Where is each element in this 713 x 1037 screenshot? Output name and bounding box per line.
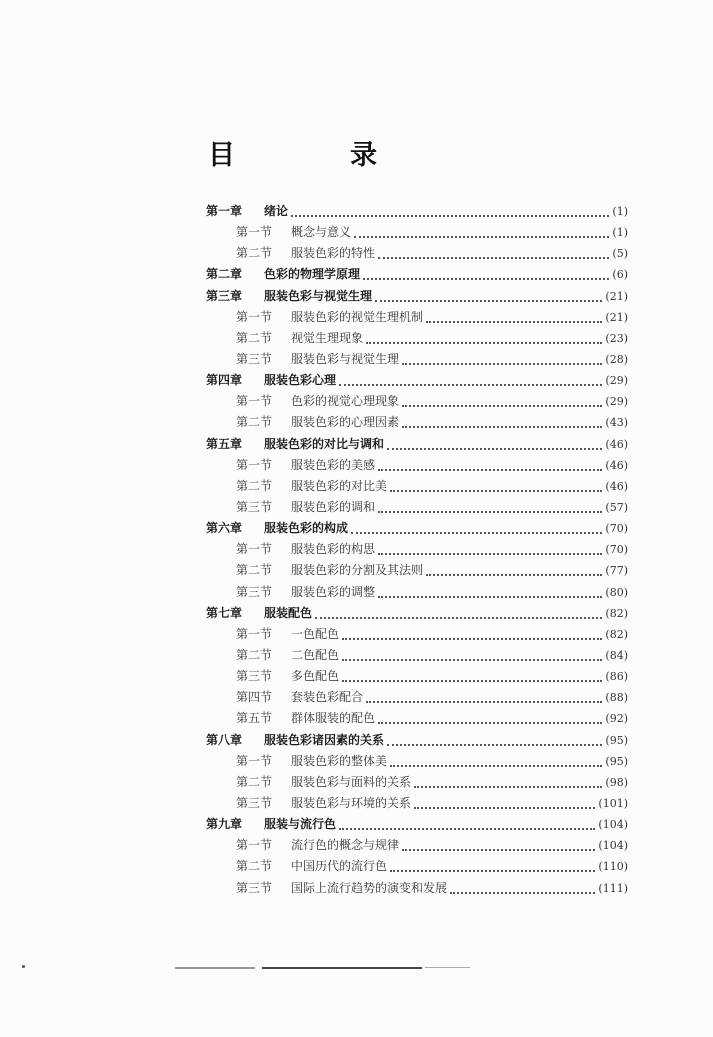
- toc-section-entry: [206, 329, 628, 350]
- toc-entry-number: 第一节: [236, 309, 273, 324]
- dot-leader: [375, 299, 602, 302]
- toc-entry-page: (57): [605, 500, 628, 514]
- dot-leader: [387, 743, 602, 746]
- toc-entry-title: 服装色彩与环境的关系: [291, 795, 412, 810]
- toc-entry-number: 第一节: [236, 542, 273, 557]
- dot-leader: [426, 320, 602, 323]
- toc-entry-page: (88): [605, 691, 628, 705]
- toc-entry-title: 服装色彩的特性: [291, 246, 376, 261]
- toc-entry-page: (21): [605, 289, 628, 303]
- toc-entry-title: 套装色彩配合: [291, 690, 364, 705]
- dot-leader: [351, 531, 602, 534]
- toc-entry-number: 第九章: [206, 817, 243, 832]
- toc-entry-title: 服装色彩心理: [264, 373, 337, 388]
- toc-entry-title: 多色配色: [291, 669, 340, 684]
- toc-entry-page: (84): [605, 648, 628, 662]
- dot-leader: [402, 425, 602, 428]
- scan-rule: [262, 967, 422, 969]
- toc-section-entry: [206, 244, 628, 265]
- toc-entry-page: (86): [605, 670, 628, 684]
- toc-entry-page: (92): [605, 712, 628, 726]
- toc-entry-number: 第二节: [236, 647, 273, 662]
- toc-entry-page: (82): [605, 606, 628, 620]
- toc-entry-number: 第一节: [236, 838, 273, 853]
- dot-leader: [363, 277, 609, 280]
- toc-entry-number: 第一节: [236, 457, 273, 472]
- toc-entry-page: (101): [598, 796, 628, 810]
- toc-entry-page: (1): [612, 205, 628, 218]
- dot-leader: [402, 404, 602, 407]
- toc-entry-page: (80): [605, 585, 628, 599]
- toc-entry-page: (70): [605, 522, 628, 536]
- toc-entry-number: 第三节: [236, 499, 273, 514]
- dot-leader: [378, 552, 602, 555]
- toc-entry-page: (6): [612, 268, 628, 282]
- toc-entry-title: 服装色彩的构思: [291, 542, 376, 557]
- toc-entry-number: 第三节: [236, 351, 273, 366]
- page-title: 目 录: [208, 140, 421, 171]
- toc-entry-number: 第二节: [236, 415, 273, 430]
- dot-leader: [291, 214, 609, 217]
- toc-entry-page: (95): [605, 733, 628, 747]
- toc-entry-page: (98): [605, 775, 628, 789]
- toc-entry-page: (70): [605, 543, 628, 557]
- toc-entry-title: 服装配色: [264, 605, 313, 620]
- toc-entry-number: 第三节: [236, 584, 273, 599]
- toc-section-entry: [206, 688, 628, 709]
- dot-leader: [339, 383, 602, 386]
- toc-section-entry: [206, 477, 628, 498]
- toc-entry-number: 第三节: [236, 795, 273, 810]
- toc-chapter-entry: [206, 265, 628, 286]
- dot-leader: [390, 869, 595, 872]
- toc-section-entry: [206, 498, 628, 519]
- dot-leader: [378, 256, 609, 259]
- toc-entry-title: 服装色彩的心理因素: [291, 415, 400, 430]
- toc-entry-page: (77): [605, 564, 628, 578]
- dot-leader: [342, 658, 602, 661]
- toc-chapter-entry: [206, 731, 628, 752]
- toc-section-entry: [206, 625, 628, 646]
- toc-section-entry: [206, 857, 628, 878]
- toc-entry-title: 服装色彩的整体美: [291, 753, 388, 768]
- toc-section-entry: [206, 223, 628, 244]
- toc-section-entry: [206, 879, 628, 900]
- dot-leader: [378, 510, 602, 513]
- toc-chapter-entry: [206, 815, 628, 836]
- toc-section-entry: [206, 794, 628, 815]
- toc-entry-title: 服装色彩的对比美: [291, 478, 388, 493]
- toc-entry-title: 一色配色: [291, 626, 340, 641]
- toc-entry-page: (5): [612, 247, 628, 261]
- toc-entry-number: 第五章: [206, 436, 243, 451]
- dot-leader: [378, 595, 602, 598]
- toc-section-entry: [206, 456, 628, 477]
- toc-chapter-entry: [206, 202, 628, 223]
- toc-entry-title: 国际上流行趋势的演变和发展: [291, 880, 448, 895]
- toc-section-entry: [206, 561, 628, 582]
- toc-entry-page: (1): [612, 226, 628, 240]
- toc-entry-title: 服装色彩与视觉生理: [264, 288, 373, 303]
- dot-leader: [390, 489, 602, 492]
- toc-entry-page: (46): [605, 437, 628, 451]
- toc-entry-title: 色彩的视觉心理现象: [291, 394, 400, 409]
- toc-entry-number: 第二章: [206, 267, 243, 282]
- toc-entry-number: 第一节: [236, 394, 273, 409]
- dot-leader: [342, 679, 602, 682]
- toc-entry-page: (104): [598, 818, 628, 832]
- toc-chapter-entry: [206, 287, 628, 308]
- dot-leader: [414, 806, 595, 809]
- scan-speck: [22, 965, 25, 968]
- toc-entry-number: 第六章: [206, 521, 243, 536]
- toc-entry-page: (21): [605, 310, 628, 324]
- toc-entry-title: 色彩的物理学原理: [264, 267, 361, 282]
- toc-section-entry: [206, 709, 628, 730]
- toc-entry-number: 第七章: [206, 605, 243, 620]
- toc-entry-title: 服装色彩的对比与调和: [264, 436, 385, 451]
- toc-entry-title: 服装色彩与面料的关系: [291, 774, 412, 789]
- toc-section-entry: [206, 350, 628, 371]
- toc-chapter-entry: [206, 604, 628, 625]
- toc-entry-number: 第四节: [236, 690, 273, 705]
- toc-section-entry: [206, 583, 628, 604]
- toc-entry-title: 流行色的概念与规律: [291, 838, 400, 853]
- toc-entry-title: 服装色彩的调整: [291, 584, 376, 599]
- toc-chapter-entry: [206, 519, 628, 540]
- dot-leader: [354, 235, 609, 238]
- dot-leader: [378, 721, 602, 724]
- toc-entry-number: 第一节: [236, 225, 273, 240]
- toc-entry-title: 服装色彩的美感: [291, 457, 376, 472]
- scan-rule: [175, 967, 255, 969]
- toc-entry-page: (111): [598, 881, 628, 895]
- toc-entry-title: 服装色彩的构成: [264, 521, 349, 536]
- toc-entry-title: 服装色彩的分割及其法则: [291, 563, 424, 578]
- toc-entry-title: 绪论: [264, 204, 289, 218]
- dot-leader: [342, 637, 602, 640]
- toc-entry-page: (95): [605, 754, 628, 768]
- toc-entry-number: 第二节: [236, 774, 273, 789]
- dot-leader: [426, 573, 602, 576]
- dot-leader: [366, 341, 602, 344]
- dot-leader: [402, 362, 602, 365]
- toc-entry-title: 视觉生理现象: [291, 330, 364, 345]
- toc-entry-title: 二色配色: [291, 647, 340, 662]
- toc-entry-number: 第二节: [236, 563, 273, 578]
- toc-entry-title: 服装色彩的调和: [291, 499, 376, 514]
- toc-section-entry: [206, 752, 628, 773]
- toc-entry-number: 第五节: [236, 711, 273, 726]
- toc-entry-page: (104): [598, 839, 628, 853]
- toc-section-entry: [206, 836, 628, 857]
- dot-leader: [390, 764, 602, 767]
- dot-leader: [402, 848, 595, 851]
- toc-entry-title: 概念与意义: [291, 225, 352, 240]
- toc-entry-number: 第八章: [206, 732, 243, 747]
- toc-entry-title: 群体服装的配色: [291, 711, 376, 726]
- toc-entry-page: (82): [605, 627, 628, 641]
- toc-entry-page: (46): [605, 458, 628, 472]
- toc-entry-title: 服装色彩诸因素的关系: [264, 732, 385, 747]
- toc-entry-title: 服装与流行色: [264, 817, 337, 832]
- table-of-contents: [206, 202, 628, 900]
- toc-entry-number: 第二节: [236, 246, 273, 261]
- toc-entry-page: (43): [605, 416, 628, 430]
- toc-section-entry: [206, 540, 628, 561]
- toc-section-entry: [206, 308, 628, 329]
- toc-entry-page: (23): [605, 331, 628, 345]
- toc-entry-number: 第二节: [236, 478, 273, 493]
- scan-rule: [425, 967, 470, 968]
- toc-entry-page: (28): [605, 352, 628, 366]
- toc-section-entry: [206, 646, 628, 667]
- toc-entry-page: (110): [598, 860, 628, 874]
- toc-entry-number: 第三章: [206, 288, 243, 303]
- toc-entry-title: 中国历代的流行色: [291, 859, 388, 874]
- toc-section-entry: [206, 667, 628, 688]
- dot-leader: [450, 891, 595, 894]
- toc-chapter-entry: [206, 371, 628, 392]
- toc-entry-page: (29): [605, 395, 628, 409]
- toc-entry-number: 第三节: [236, 880, 273, 895]
- toc-entry-page: (29): [605, 374, 628, 388]
- toc-entry-number: 第四章: [206, 373, 243, 388]
- dot-leader: [315, 616, 602, 619]
- toc-entry-number: 第二节: [236, 330, 273, 345]
- dot-leader: [414, 785, 602, 788]
- toc-entry-number: 第一章: [206, 204, 243, 218]
- toc-section-entry: [206, 392, 628, 413]
- toc-entry-page: (46): [605, 479, 628, 493]
- toc-entry-number: 第三节: [236, 669, 273, 684]
- dot-leader: [378, 468, 602, 471]
- toc-entry-number: 第二节: [236, 859, 273, 874]
- toc-chapter-entry: [206, 435, 628, 456]
- toc-entry-title: 服装色彩的视觉生理机制: [291, 309, 424, 324]
- dot-leader: [366, 700, 602, 703]
- toc-entry-number: 第一节: [236, 753, 273, 768]
- toc-section-entry: [206, 773, 628, 794]
- toc-entry-number: 第一节: [236, 626, 273, 641]
- dot-leader: [387, 447, 602, 450]
- toc-entry-title: 服装色彩与视觉生理: [291, 351, 400, 366]
- dot-leader: [339, 827, 595, 830]
- toc-section-entry: [206, 413, 628, 434]
